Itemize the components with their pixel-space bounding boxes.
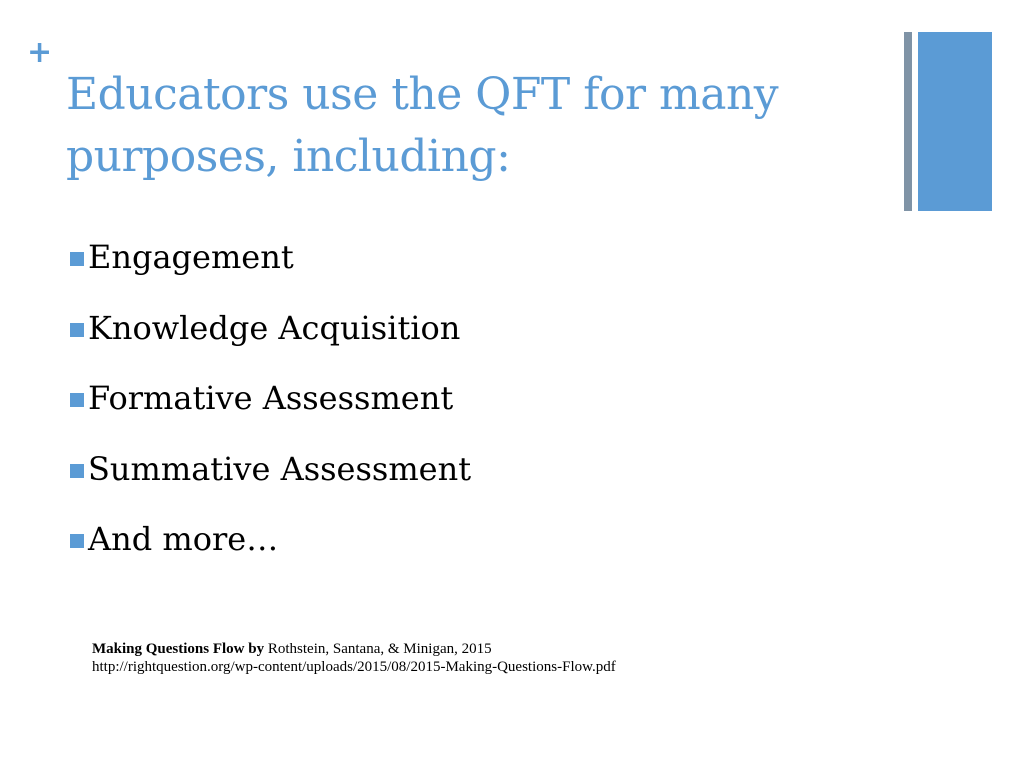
bullet-item (70, 363, 471, 434)
decorative-thin-bar (904, 32, 912, 211)
bullet-text: Engagement (88, 238, 294, 277)
citation-title: Making Questions Flow by (92, 641, 265, 657)
bullet-text: Formative Assessment (88, 379, 454, 418)
square-bullet-icon (70, 534, 84, 548)
bullet-text: Knowledge Acquisition (88, 308, 461, 347)
bullet-text: And more… (88, 520, 279, 559)
bullet-item (70, 504, 471, 575)
square-bullet-icon (70, 464, 84, 478)
square-bullet-icon (70, 323, 84, 337)
bullet-text: Summative Assessment (88, 449, 472, 488)
bullet-item (70, 222, 471, 293)
plus-icon: + (27, 35, 53, 70)
bullet-item (70, 293, 471, 364)
slide-title: Educators use the QFT for many purposes, including: (66, 69, 779, 182)
bullet-item (70, 434, 471, 505)
decorative-thick-bar (918, 32, 992, 211)
square-bullet-icon (70, 393, 84, 407)
citation (92, 640, 616, 676)
citation-url[interactable]: http://rightquestion.org/wp-content/uploads/2015/08/2015-Making-Questions-Flow.pdf (92, 659, 616, 675)
bullet-list (70, 222, 471, 575)
citation-line (92, 640, 616, 658)
citation-authors: Rothstein, Santana, & Minigan, 2015 (264, 641, 492, 657)
square-bullet-icon (70, 252, 84, 266)
